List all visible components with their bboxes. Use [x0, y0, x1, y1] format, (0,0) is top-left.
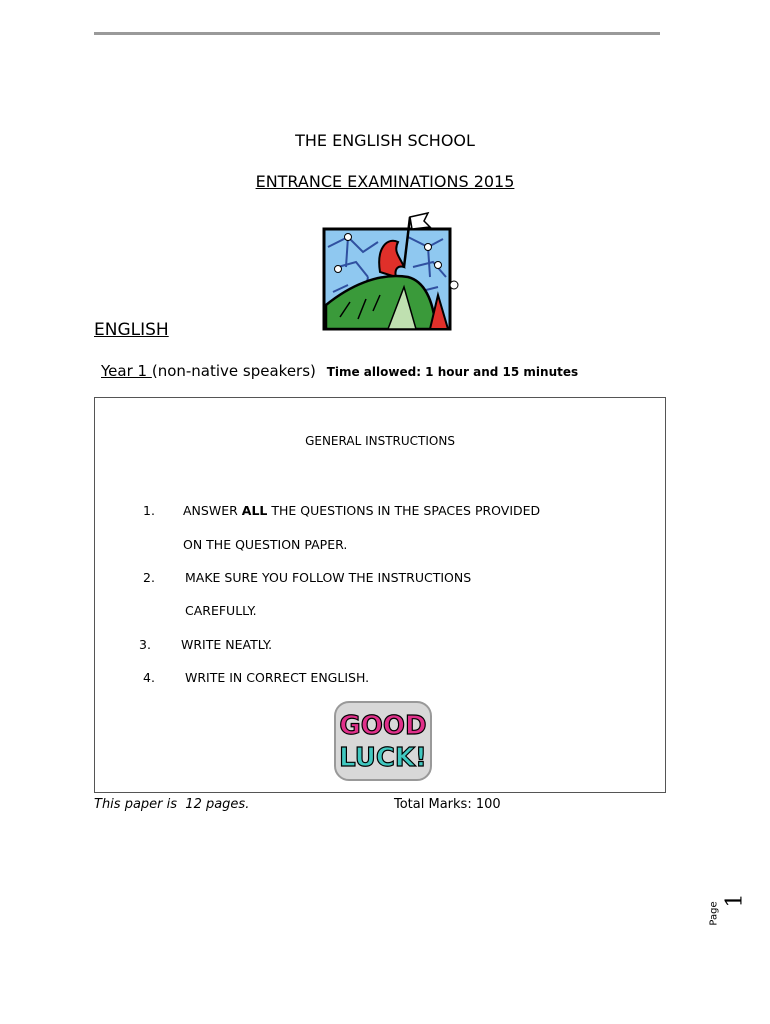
instruction-number: 3. [139, 637, 151, 652]
page-label: Page [708, 901, 720, 926]
pages-note: This paper is 12 pages. [94, 797, 250, 812]
svg-text:LUCK!: LUCK! [339, 743, 427, 773]
instruction-number: 4. [143, 670, 155, 685]
page-marker [708, 880, 748, 940]
total-marks: Total Marks: 100 [394, 797, 501, 812]
mountain-flag-icon [318, 207, 464, 333]
year-label: Year 1 [101, 362, 152, 380]
instruction-text: WRITE NEATLY. [181, 637, 273, 652]
instructions-heading: GENERAL INSTRUCTIONS [305, 434, 455, 448]
subject-heading: ENGLISH [94, 320, 169, 340]
instruction-text: WRITE IN CORRECT ENGLISH. [185, 670, 370, 685]
instruction-text: ANSWER ALL THE QUESTIONS IN THE SPACES PROVIDED [183, 503, 541, 518]
top-divider [94, 32, 660, 35]
instruction-number: 2. [143, 570, 155, 585]
instruction-text: ON THE QUESTION PAPER. [183, 537, 348, 552]
year-line [101, 362, 578, 380]
school-title: THE ENGLISH SCHOOL [295, 131, 475, 150]
instruction-number: 1. [143, 503, 155, 518]
time-allowed: Time allowed: 1 hour and 15 minutes [326, 365, 579, 379]
instructions-box [94, 397, 666, 793]
instruction-text: CAREFULLY. [185, 603, 257, 618]
level-label: (non-native speakers) [151, 362, 316, 380]
page-number: 1 [722, 893, 748, 908]
svg-text:GOOD: GOOD [339, 711, 427, 741]
good-luck-icon [333, 700, 433, 782]
instruction-text: MAKE SURE YOU FOLLOW THE INSTRUCTIONS [185, 570, 472, 585]
exam-title: ENTRANCE EXAMINATIONS 2015 [255, 172, 515, 191]
